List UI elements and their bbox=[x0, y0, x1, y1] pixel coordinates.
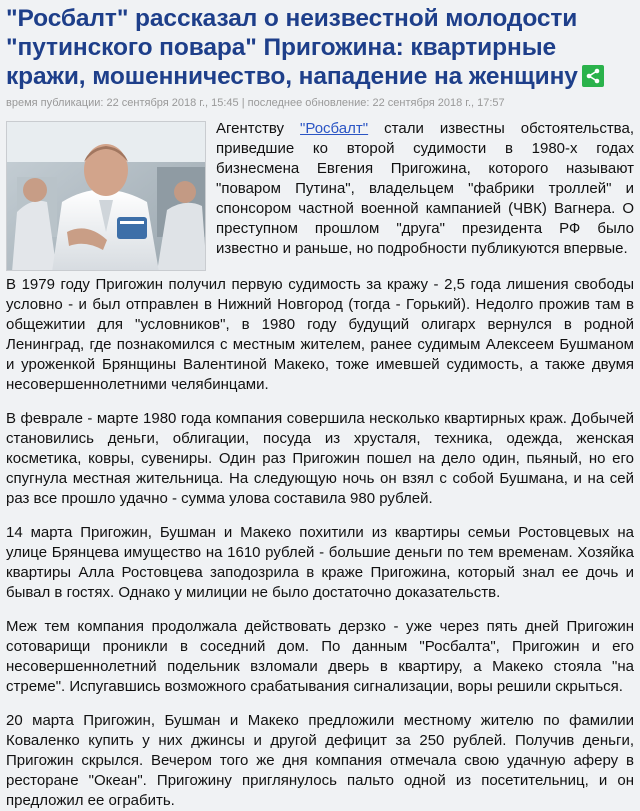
share-icon[interactable] bbox=[582, 65, 604, 87]
article-photo bbox=[6, 121, 206, 271]
article-paragraph: В феврале - марте 1980 года компания совершила несколько квартирных краж. Добычей становились деньги, облигации, посуда из хрусталя, техника, одежда, женская косметика, ковры, сувениры. Один раз Пригожин пошел на дело один, пьяный, но его спугнула местная жительница. На следующую ночь он взял с собой Бушмана, и на сей раз все прошло удачно - сумма улова составила 980 рублей. bbox=[6, 410, 634, 507]
lead-body-text: стали известны обстоятельства, приведшие ко второй судимости в 1980-х годах бизнесмена Евгения Пригожина, которого называют "поваром Путина", владельцем "фабрики троллей" и спонсором частной военной кампанией (ЧВК) Вагнера. О преступном прошлом "друга" президента РФ было известно и раньше, но подробности публикуются впервые. bbox=[216, 120, 634, 257]
article-paragraph: 20 марта Пригожин, Бушман и Макеко предложили местному жителю по фамилии Коваленко купить у них джинсы и другой дефицит за 250 рублей. Получив деньги, Пригожин скрылся. Вечером того же дня компания отмечала свою удачную аферу в ресторане "Океан". Пригожину приглянулось пальто одной из посетительниц, и он предложил ее ограбить. bbox=[6, 712, 634, 809]
article-paragraph: 14 марта Пригожин, Бушман и Макеко похитили из квартиры семьи Ростовцевых на улице Брянцева имущество на 1610 рублей - большие деньги по тем временам. Хозяйка квартиры Алла Ростовцева заподозрила в краже Пригожина, который знал ее дочь и бывал в гостях. Однако у милиции не было достаточно доказательств. bbox=[6, 524, 634, 601]
publication-meta: время публикации: 22 сентября 2018 г., 15:45 | последнее обновление: 22 сентября 2018 г., 17:57 bbox=[6, 97, 505, 109]
article-lead bbox=[6, 119, 634, 275]
rosbalt-link[interactable]: "Росбалт" bbox=[300, 120, 369, 137]
article-paragraph: Меж тем компания продолжала действовать дерзко - уже через пять дней Пригожин сотоварищи проникли в соседний дом. По данным "Росбалта", Пригожин и его несовершеннолетний подельник взломали дверь в квартиру, а Макеко стояла "на стреме". Испугавшись возможного срабатывания сигнализации, воры решили скрыться. bbox=[6, 618, 634, 695]
article-headline bbox=[6, 4, 634, 91]
article-paragraph: В 1979 году Пригожин получил первую судимость за кражу - 2,5 года лишения свободы условно - и был отправлен в Нижний Новгород (тогда - Горький). Недолго прожив там в общежитии для "условников", в 1980 году будущий олигарх вернулся в родной Ленинград, где познакомился с местным жителем, ранее судимым Алексеем Бушманом и уроженкой Брянщины Валентиной Макеко, тоже имевшей судимость, а также двумя несовершеннолетними челябинцами. bbox=[6, 276, 634, 393]
headline-text: "Росбалт" рассказал о неизвестной молодости "путинского повара" Пригожина: квартирные кражи, мошенничество, нападение на женщину bbox=[6, 5, 578, 90]
lead-intro-text: Агентству bbox=[216, 120, 301, 137]
